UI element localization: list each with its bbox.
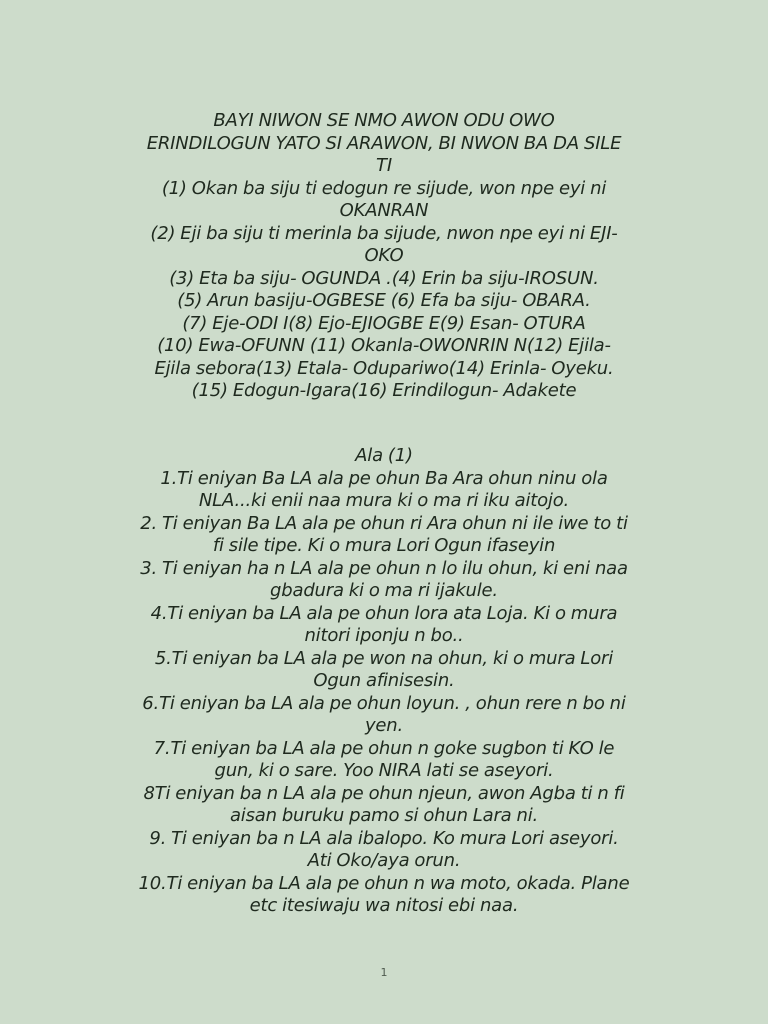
ala-line: yen. (364, 715, 404, 736)
ala-line: 10.Ti eniyan ba LA ala pe ohun n wa moto, okada. Plane (138, 872, 630, 894)
ala-line: 3. Ti eniyan ha n LA ala pe ohun n lo ilu ohun, ki eni naa (140, 557, 628, 579)
ala-line: nitori iponju n bo.. (304, 625, 464, 646)
intro-line: (1) Okan ba siju ti edogun re sijude, won npe eyi ni (161, 177, 607, 199)
ala-line: aisan buruku pamo si ohun Lara ni. (229, 805, 539, 826)
intro-line: (15) Edogun-Igara(16) Erindilogun- Adakete (191, 380, 577, 401)
intro-line: OKANRAN (339, 200, 429, 221)
intro-line: (3) Eta ba siju- OGUNDA .(4) Erin ba siju-IROSUN. (169, 267, 599, 289)
ala-line: 4.Ti eniyan ba LA ala pe ohun lora ata Loja. Ki o mura (150, 602, 618, 624)
ala-line: Ogun afinisesin. (313, 670, 455, 691)
ala-line: gbadura ki o ma ri ijakule. (270, 580, 498, 601)
ala-section (120, 445, 648, 918)
ala-heading: Ala (1) (355, 445, 413, 466)
ala-line: Ati Oko/aya orun. (307, 850, 461, 871)
ala-line: 9. Ti eniyan ba n LA ala ibalopo. Ko mura Lori aseyori. (149, 827, 619, 849)
ala-line: fi sile tipe. Ki o mura Lori Ogun ifaseyin (212, 535, 556, 556)
ala-line: 1.Ti eniyan Ba LA ala pe ohun Ba Ara ohun ninu ola (160, 467, 608, 489)
intro-line: ERINDILOGUN YATO SI ARAWON, BI NWON BA DA SILE (146, 132, 622, 154)
intro-line: (5) Arun basiju-OGBESE (6) Efa ba siju- OBARA. (177, 290, 591, 311)
ala-line: 5.Ti eniyan ba LA ala pe won na ohun, ki o mura Lori (154, 647, 614, 669)
intro-line: TI (376, 155, 392, 176)
intro-line: Ejila sebora(13) Etala- Odupariwo(14) Erinla- Oyeku. (154, 357, 614, 379)
intro-line: (10) Ewa-OFUNN (11) Okanla-OWONRIN N(12) Ejila- (157, 335, 611, 356)
intro-line: (7) Eje-ODI I(8) Ejo-EJIOGBE E(9) Esan- OTURA (182, 312, 586, 334)
ala-line: 6.Ti eniyan ba LA ala pe ohun loyun. , ohun rere n bo ni (142, 692, 626, 714)
intro-paragraph (120, 110, 648, 403)
intro-line: (2) Eji ba siju ti merinla ba sijude, nwon npe eyi ni EJI- (150, 222, 618, 244)
ala-line: 8Ti eniyan ba n LA ala pe ohun njeun, awon Agba ti n fi (143, 782, 625, 804)
ala-line: 7.Ti eniyan ba LA ala pe ohun n goke sugbon ti KO le (153, 737, 615, 759)
intro-line: OKO (364, 245, 404, 266)
ala-line: NLA...ki enii naa mura ki o ma ri iku aitojo. (198, 490, 570, 511)
page-number: 1 (380, 966, 388, 979)
intro-line: BAYI NIWON SE NMO AWON ODU OWO (213, 110, 555, 131)
ala-line: etc itesiwaju wa nitosi ebi naa. (249, 895, 519, 916)
ala-line: 2. Ti eniyan Ba LA ala pe ohun ri Ara ohun ni ile iwe to ti (140, 512, 628, 534)
ala-line: gun, ki o sare. Yoo NIRA lati se aseyori. (214, 760, 554, 781)
